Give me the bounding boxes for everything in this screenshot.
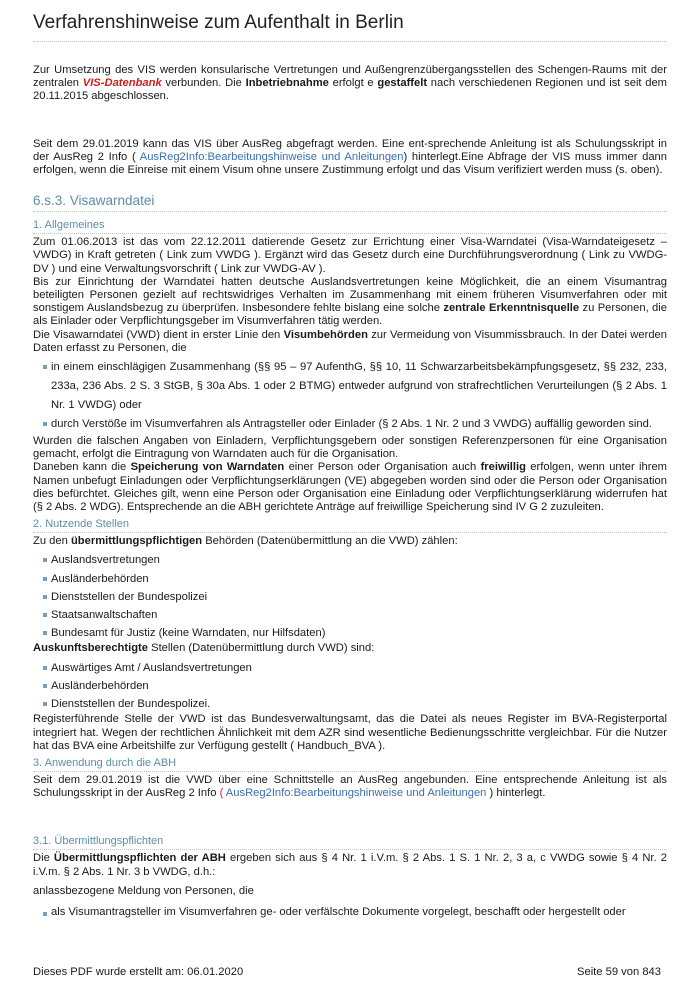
- bold-text: übermittlungspflichtigen: [70, 535, 203, 548]
- list-item: [43, 588, 667, 606]
- list-item: [43, 695, 667, 713]
- list-item-text: Dienststellen der Bundespolizei: [51, 590, 208, 603]
- vis-datenbank-link[interactable]: VIS-Datenbank: [82, 77, 162, 90]
- list-item-text: Auslandsvertretungen: [51, 554, 160, 567]
- text-run: einer Person oder Organisation auch: [284, 461, 481, 474]
- bold-text: Auskunftsberechtigte: [33, 642, 148, 655]
- subheading-nutzende-stellen: 2. Nutzende Stellen: [33, 518, 667, 533]
- uebermittlung-paragraph-1: [33, 852, 667, 878]
- intro-paragraph-2: [33, 138, 667, 178]
- bullet-icon: [43, 631, 47, 635]
- list-item-text: Staatsanwaltschaften: [51, 609, 158, 622]
- text-run: verbunden. Die: [161, 77, 246, 90]
- bullet-icon: [43, 684, 47, 688]
- reporting-list: [33, 906, 667, 920]
- list-item-text: durch Verstöße im Visumverfahren als Antragsteller oder Einlader (§ 2 Abs. 1 Nr. 2 und 3 VWDG) auffällig geworden sind.: [51, 418, 652, 431]
- criteria-list: [33, 358, 667, 434]
- bold-text: Visumbehörden: [283, 328, 368, 341]
- bullet-icon: [43, 577, 47, 581]
- allgemeines-paragraph-1: Zum 01.06.2013 ist das vom 22.12.2011 datierende Gesetz zur Errichtung einer Visa-Warndatei (Visa-Warndateigesetz – VWDG) in Kraft getreten ( Link zum VWDG ). Ergänzt wird das Gesetz durch eine Durchführungsverordnung ( Link zu VWDG-DV ) und eine Verwaltungsvorschrift ( Link zur VWDG-AV ).: [33, 236, 667, 275]
- footer-page-number: Seite 59 von 843: [577, 966, 661, 978]
- document-page: [33, 8, 667, 919]
- bold-text: Speicherung von Warndaten: [130, 461, 285, 474]
- bullet-icon: [43, 422, 47, 426]
- subheading-uebermittlungspflichten: 3.1. Übermittlungspflichten: [33, 835, 667, 850]
- bold-text: zentrale Erkenntnisquelle: [443, 302, 580, 315]
- list-item: [43, 624, 667, 642]
- nutzende-paragraph-1: [33, 535, 667, 548]
- text-run: zu Personen, die als Einlader oder Verpflichtungsgeber im Visumverfahren tätig werden.: [33, 302, 667, 328]
- bullet-icon: [43, 666, 47, 670]
- text-run: ) hinterlegt.: [486, 787, 546, 800]
- list-item: [43, 659, 667, 677]
- list-item: [43, 358, 667, 415]
- bullet-icon: [43, 365, 47, 369]
- list-item: [43, 415, 667, 434]
- list-item-text: in einem einschlägigen Zusammenhang (§§ 95 – 97 AufenthG, §§ 10, 11 Schwarzarbeitsbekämpfungsgesetz, §§ 232, 233, 233a, 236 Abs. 2 S. 3 StGB, § 30a Abs. 1 oder 2 BTMG) entweder aufgrund von strafrechtlichen Verurteilungen (§ 2 Abs. 1 Nr. 1 VWDG) oder: [51, 361, 667, 412]
- authorized-authorities-list: [33, 659, 667, 714]
- bullet-icon: [43, 912, 47, 916]
- allgemeines-paragraph-2: [33, 276, 667, 329]
- list-item: [43, 677, 667, 695]
- intro-paragraph-1: [33, 64, 667, 104]
- list-item-text: Auswärtiges Amt / Auslandsvertretungen: [51, 661, 252, 674]
- bullet-icon: [43, 558, 47, 562]
- text-run: Seit dem 29.01.2019 ist die VWD über eine Schnittstelle an AusReg angebunden. Eine entsprechende Anleitung ist als Schulungsskript in der AusReg 2 Info: [33, 773, 667, 800]
- subheading-anwendung: 3. Anwendung durch die ABH: [33, 757, 667, 772]
- section-heading-visawarndatei: 6.s.3. Visawarndatei: [33, 193, 667, 212]
- nutzende-paragraph-3: Registerführende Stelle der VWD ist das Bundesverwaltungsamt, das die Datei als neues Register im BVA-Registerportal integriert hat. Wegen der rechtlichen Ähnlichkeit mit dem AZR sind wesentliche Bedienungsschritte vergleichbar. Für die Nutzer hat das BVA eine Arbeitshilfe zur Verfügung gestellt ( Handbuch_BVA ).: [33, 713, 667, 752]
- list-item: [43, 606, 667, 624]
- bullet-icon: [43, 702, 47, 706]
- page-title: Verfahrenshinweise zum Aufenthalt in Berlin: [33, 12, 667, 42]
- text-run: Seit dem 29.01.2019 kann das VIS über AusReg abgefragt werden. Eine ent-sprechende Anleitung ist als Schulungsskript in der AusReg 2 Info (: [33, 137, 667, 163]
- bold-text: Inbetriebnahme: [245, 77, 329, 90]
- list-item: [43, 906, 667, 920]
- list-item: [43, 570, 667, 588]
- text-run: Die: [33, 852, 54, 865]
- ausreg2info-link-2[interactable]: AusReg2Info:Bearbeitungshinweise und Anleitungen: [225, 787, 487, 800]
- bullet-icon: [43, 613, 47, 617]
- list-item-text: Ausländerbehörden: [51, 572, 149, 585]
- list-item-text: Bundesamt für Justiz (keine Warndaten, nur Hilfsdaten): [51, 627, 326, 640]
- list-item-text: Dienststellen der Bundespolizei.: [51, 698, 211, 711]
- text-run: zur Vermeidung von Visummissbrauch. In der Datei werden Daten erfasst zu Personen, die: [33, 328, 667, 354]
- text-run: erfolgt e: [328, 77, 378, 90]
- subheading-allgemeines: 1. Allgemeines: [33, 219, 667, 234]
- bold-text: Übermittlungspflichten der ABH: [53, 852, 226, 865]
- footer-created-date: Dieses PDF wurde erstellt am: 06.01.2020: [33, 966, 244, 978]
- uebermittlung-paragraph-2: anlassbezogene Meldung von Personen, die: [33, 884, 254, 897]
- allgemeines-paragraph-4: Wurden die falschen Angaben von Einladern, Verpflichtungsgebern oder sonstigen Referenzpersonen für eine Organisation gemacht, erfolgt die Eintragung von Warndaten auch für die Organisation.: [33, 435, 667, 461]
- list-item: [43, 551, 667, 569]
- text-run: (: [219, 787, 226, 800]
- text-run: Die Visawarndatei (VWD) dient in erster Linie den: [33, 328, 284, 341]
- text-run: ) hinterlegt.Eine Abfrage der VIS muss immer dann erfolgen, wenn die Einreise mit einem Visum ohne unsere Zustimmung erfolgt und das Visum verifiziert werden muss (s. oben).: [33, 150, 667, 177]
- text-run: Bis zur Einrichtung der Warndatei hatten deutsche Auslandsvertretungen keine Möglichkeit, die an einem Visumantrag beteiligten Personen gezielt auf rechtswidriges Verhalten im Zusammenhang mit einem früheren Visumverfahren oder mit sonstigem Auslandsbezug zu überprüfen. Insbesondere fehlte bislang eine solche: [33, 275, 667, 315]
- text-run: erfolgen, wenn unter ihrem Namen unbefugt Einladungen oder Verpflichtungserklärungen (VE) abgegeben worden sind oder die Person oder Organisation dies befürchtet. Gleiches gilt, wenn eine Person oder Organisation eine Einladung oder Verpflichtungserklärung widerrufen hat (§ 2 Abs. 2 WDG). Entsprechende an die ABH gerichtete Anträge auf freiwillige Speicherung sind IV G 2 zuzuleiten.: [33, 461, 667, 514]
- bullet-icon: [43, 595, 47, 599]
- text-run: Zu den: [33, 535, 71, 548]
- text-run: Stellen (Datenübermittlung durch VWD) sind:: [148, 642, 375, 655]
- obligated-authorities-list: [33, 551, 667, 642]
- text-run: ergeben sich aus § 4 Nr. 1 i.V.m. § 2 Abs. 1 S. 1 Nr. 2, 3 a, c VWDG sowie § 4 Nr. 2 i.V.m. § 2 Abs. 1 Nr. 3 b VWDG, d.h.:: [33, 852, 667, 878]
- text-run: Zur Umsetzung des VIS werden konsularische Vertretungen und Außengrenzübergangsstellen des Schengen-Raums mit der zentralen: [33, 64, 667, 90]
- bold-text: gestaffelt: [377, 77, 428, 90]
- text-run: Behörden (Datenübermittlung an die VWD) zählen:: [202, 535, 458, 548]
- ausreg2info-link[interactable]: AusReg2Info:Bearbeitungshinweise und Anleitungen: [139, 150, 404, 163]
- list-item-text: als Visumantragsteller im Visumverfahren ge- oder verfälschte Dokumente vorgelegt, beschafft oder hergestellt oder: [51, 905, 626, 918]
- text-run: nach verschiedenen Regionen und ist seit dem 20.11.2015 abgeschlossen.: [33, 77, 668, 103]
- text-run: Daneben kann die: [33, 461, 131, 474]
- allgemeines-paragraph-5: [33, 461, 667, 514]
- page-footer: [33, 966, 661, 978]
- allgemeines-paragraph-3: [33, 329, 667, 355]
- anwendung-paragraph-1: [33, 774, 667, 800]
- nutzende-paragraph-2: [33, 642, 667, 655]
- bold-text: freiwillig: [480, 461, 526, 474]
- list-item-text: Ausländerbehörden: [51, 679, 149, 692]
